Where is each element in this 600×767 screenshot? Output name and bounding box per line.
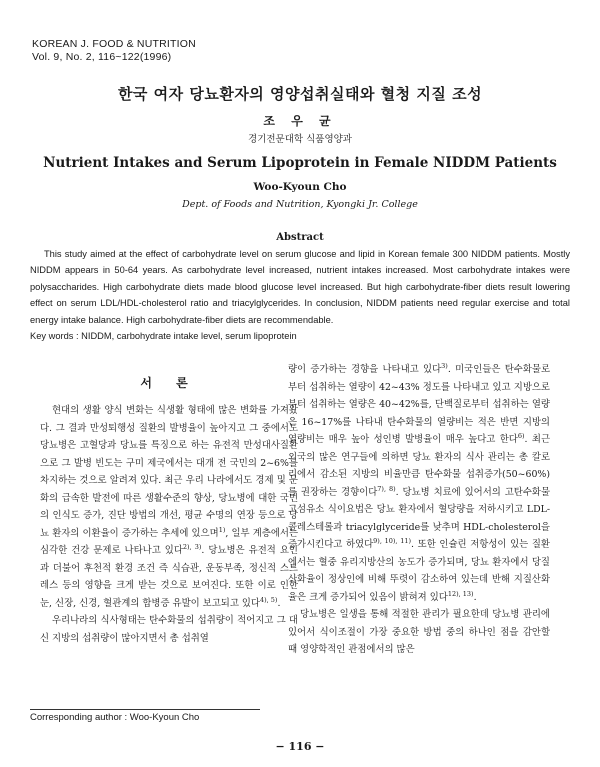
abstract-heading: Abstract [276, 232, 324, 243]
text-run: . [473, 591, 477, 603]
section-heading: 서 론 [140, 376, 198, 390]
journal-name: KOREAN J. FOOD & NUTRITION [32, 38, 196, 50]
english-title: Nutrient Intakes and Serum Lipoprotein in Female NIDDM Patients [43, 155, 557, 171]
text-run: . 또한 인슐린 저항성이 있는 질환에서는 혈중 유리지방산의 농도가 증가되며, 당뇨 환자에서 당질 산화율이 정상인에 비해 뚜렷이 감소하여 있는데 반해 지질산화율은 크게 증가되어 있음이 밝혀져 있다 [288, 539, 550, 603]
citation: 9), 10), 11) [373, 536, 412, 545]
english-affiliation: Dept. of Foods and Nutrition, Kyongki Jr. College [182, 199, 418, 210]
right-column [288, 361, 550, 659]
keywords: Key words : NIDDM, carbohydrate intake level, serum lipoprotein [30, 331, 297, 342]
citation: 4), 5) [259, 595, 278, 604]
citation: 3) [441, 361, 448, 370]
journal-volume: Vol. 9, No. 2, 116~122(1996) [32, 51, 172, 63]
intro-paragraph-1 [40, 402, 298, 612]
text-run: 량이 증가하는 경향을 나타내고 있다 [288, 364, 442, 375]
korean-affiliation: 경기전문대학 식품영양과 [248, 134, 352, 145]
text-run: . 최근 외국의 많은 연구들에 의하면 당뇨 환자의 식사 관리는 총 칼로리에서 감소된 지방의 비율만큼 탄수화물 섭취증가(50~60%)를 권장하는 경향이다 [288, 434, 550, 498]
text-run: . [277, 597, 281, 609]
intro-paragraph-3 [288, 361, 550, 606]
text-run: 현대의 생활 양식 변화는 식생활 형태에 많은 변화를 가져왔다. 그 결과 만성퇴행성 질환의 발병율이 높아지고 그 중에서도 당뇨병은 고혈당과 당뇨를 특징으로 하는 유전적 만성대사질환으로 그 발병 빈도는 구미 제국에서는 대개 전 국민의 2~6%를 차지하는 것으로 알려져 있다. 최근 우리 나라에서도 경제 및 문화의 급속한 발전에 따른 생활수준의 향상, 당뇨병에 대한 국민의 인식도 증가, 진단 방법의 개선, 평균 수명의 연장 등으로 당뇨 환자의 이환율이 증가하는 추세에 있으며 [40, 405, 298, 539]
abstract [30, 246, 570, 344]
text-run: . 미국인들은 탄수화물로부터 섭취하는 열량이 42~43% 정도를 나타내고 있고 지방으로부터 섭취하는 열량은 40~42%를, 단백질로부터 섭취하는 열량은 16~17%를 나타내 탄수화물의 열량비는 적은 반면 지방의 열량비는 매우 높아 성인병 발병율이 매우 높다고 한다 [288, 364, 550, 445]
journal-header [32, 38, 196, 64]
english-author: Woo-Kyoun Cho [253, 181, 347, 193]
text-run: . 당뇨병 치료에 있어서의 고탄수화물 고섬유소 식이요법은 당뇨 환자에서 혈당량을 저하시키고 LDL-콜레스테롤과 triacylglyceride를 낮추며 HDL-cholesterol을 증가시킨다고 하였다 [288, 486, 550, 550]
citation: 12), 13) [447, 589, 474, 598]
text-run: , 일부 계층에서는 심각한 건강 문제로 나타나고 있다 [40, 527, 298, 556]
korean-author: 조 우 균 [263, 114, 337, 128]
text-run: . 당뇨병은 유전적 요인과 더불어 후천적 환경 조건 즉 식습관, 운동부족, 정신적 스트레스 등의 영향을 크게 받는 것으로 보여진다. 또한 이로 인한 눈, 신장, 신경, 혈관계의 합병증 유발이 보고되고 있다 [40, 545, 298, 609]
corresponding-author: Corresponding author : Woo-Kyoun Cho [30, 712, 200, 723]
citation: 6) [517, 431, 525, 440]
citation: 2), 3) [182, 542, 202, 551]
intro-paragraph-2: 우리나라의 식사형태는 탄수화물의 섭취량이 적어지고 그 대신 지방의 섭취량이 많아지면서 총 섭취열 [40, 615, 298, 644]
citation: 7), 8) [377, 484, 396, 493]
citation: 1) [218, 525, 226, 534]
page-number: − 116 − [275, 740, 325, 753]
footnote-rule [30, 709, 260, 710]
korean-title: 한국 여자 당뇨환자의 영양섭취실태와 혈청 지질 조성 [117, 85, 483, 103]
abstract-text: This study aimed at the effect of carbohydrate level on serum glucose and lipid in Korean female 300 NIDDM patients. Mostly NIDDM appears in 50-64 years. As carbohydrate level increased, nutrient intakes increased. Most carbohydrate intakes were polysaccharides. High carbohydrate diets made blood glucose level increased. But high carbohydrate-fiber diets result lowering effect on serum LDL/HDL-cholesterol ratio and triacylglycerides. In conclusion, NIDDM patients need regular exercise and total energy intake balance. High carbohydrate-fiber diets are recommendable. [30, 249, 570, 325]
intro-paragraph-4: 당뇨병은 일생을 통해 적절한 관리가 필요한데 당뇨병 관리에 있어서 식이조절이 가장 중요한 방법 중의 하나인 점을 감안할 때 영양학적인 관점에서의 많은 [288, 609, 550, 655]
